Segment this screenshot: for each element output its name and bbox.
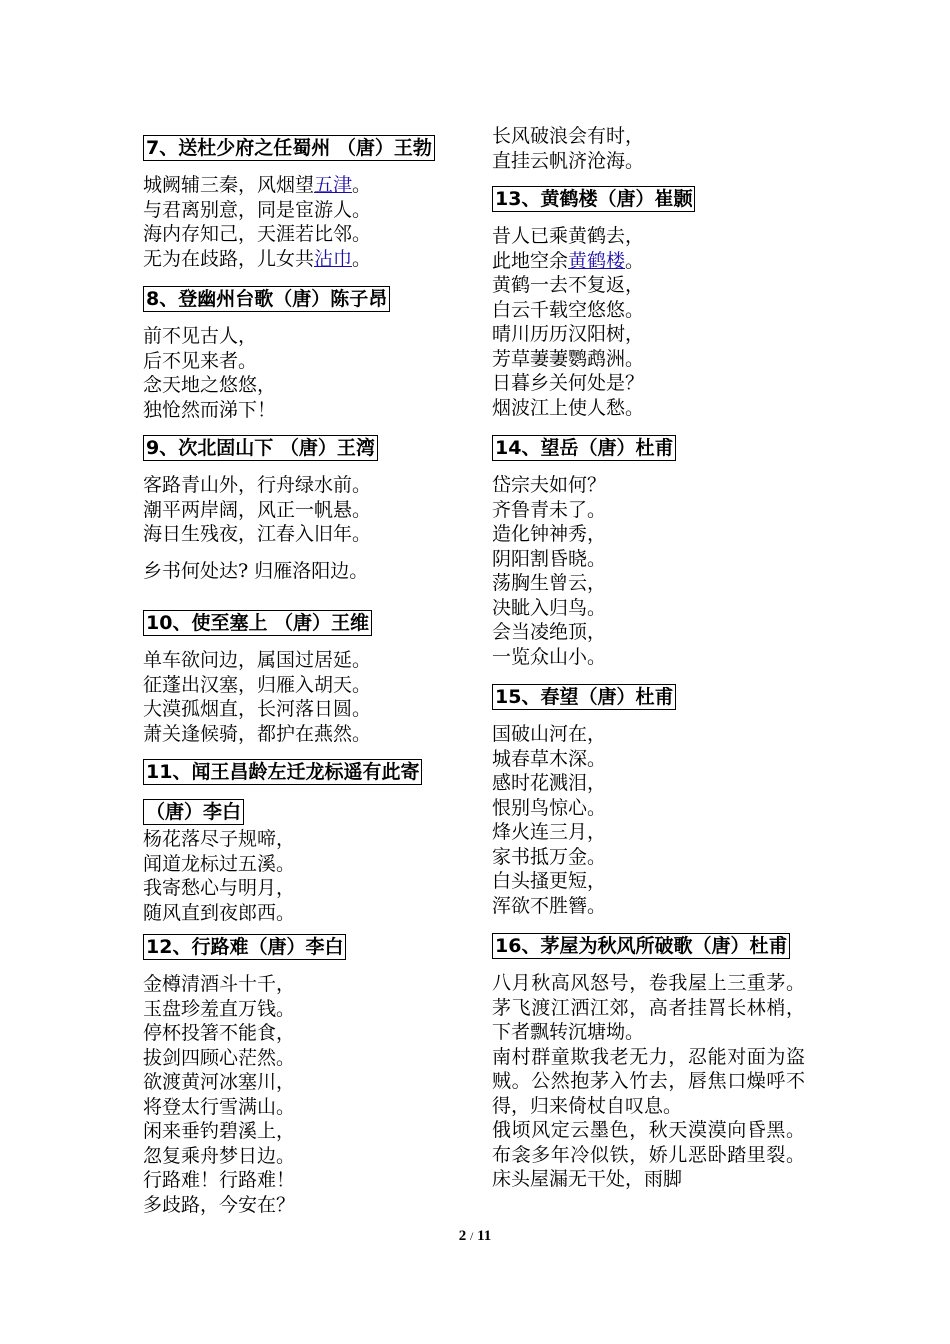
poem-line: 欲渡黄河冰塞川， [143,1071,296,1093]
link-zhanjin[interactable]: 沾巾 [314,247,353,270]
poem-line: 家书抵万金。 [492,845,607,868]
poem-section [143,435,378,583]
poem-section [143,759,422,925]
poem-line: 长风破浪会有时， [492,125,645,147]
poem-line: 后不见来者。 [143,349,258,372]
poem-line: 城阙辅三秦，风烟望五津。 [143,174,372,196]
poem-body [143,173,435,271]
poem-line: 昔人已乘黄鹤去， [492,225,645,247]
poem-line: 芳草萋萋鹦鹉洲。 [492,347,645,370]
poem-line: 海内存知己，天涯若比邻。 [143,223,372,245]
poem-line: 会当凌绝顶， [492,621,607,643]
poem-line: 金樽清酒斗十千， [143,973,296,995]
poem-line: 停杯投箸不能食， [143,1022,296,1044]
poem-body [492,224,695,420]
poem-body [143,473,378,583]
poem-line: 萧关逢候骑，都护在燕然。 [143,722,372,745]
link-huanghelou[interactable]: 黄鹤楼 [568,249,626,272]
poem-line: 拔剑四顾心茫然。 [143,1046,296,1069]
poem-line: 多歧路，今安在？ [143,1193,296,1216]
poem-title: 14、望岳（唐）杜甫 [492,435,676,461]
poem-line: 杨花落尽子规啼， [143,828,296,850]
poem-line: 荡胸生曾云， [492,572,607,594]
poem-line: 齐鲁青未了。 [492,498,607,521]
poem-title: 8、登幽州台歌（唐）陈子昂 [143,286,390,312]
poem-line: 闻道龙标过五溪。 [143,852,296,875]
poem-line: 阴阳割昏晓。 [492,547,607,570]
poem-title: 11、闻王昌龄左迁龙标遥有此寄 [143,759,422,785]
poem-line: 大漠孤烟直，长河落日圆。 [143,698,372,720]
poem-title: 15、春望（唐）杜甫 [492,684,676,710]
poem-line: 晴川历历汉阳树， [492,323,645,345]
poem-paragraph: 南村群童欺我老无力，忍能对面为盗贼。公然抱茅入竹去，唇焦口燥呼不得，归来倚杖自叹息。 [492,1045,805,1117]
poem-line: 城春草木深。 [492,747,607,770]
poem-title: 10、使至塞上 （唐）王维 [143,610,372,636]
poem-body [143,648,372,746]
poem-line: 此地空余黄鹤楼。 [492,249,645,272]
poem-line: 单车欲问边，属国过居延。 [143,649,372,671]
poem-line: 一览众山小。 [492,645,607,668]
poem-section [492,435,676,669]
poem-body [143,827,422,925]
poem-title: 12、行路难（唐）李白 [143,934,346,960]
poem-title: 7、送杜少府之任蜀州 （唐）王勃 [143,135,435,161]
poem-line: 乡书何处达? 归雁洛阳边。 [143,559,369,582]
poem-section [143,610,372,746]
poem-line: 将登太行雪满山。 [143,1095,296,1118]
poem-section [143,135,435,271]
poem-line: 海日生残夜，江春入旧年。 [143,523,372,545]
poem-paragraph: 八月秋高风怒号，卷我屋上三重茅。茅飞渡江洒江郊，高者挂罥长林梢，下者飘转沉塘坳。 [492,972,805,1043]
poem-line: 国破山河在， [492,723,607,745]
poem-section [492,684,676,918]
poem-title-continued: （唐）李白 [143,799,244,825]
poem-line: 潮平两岸阔，风正一帆悬。 [143,498,372,521]
poem-body [492,722,676,918]
poem-line: 白头搔更短， [492,870,607,892]
poem-section [143,286,390,422]
poem-line: 恨别鸟惊心。 [492,796,607,819]
poem-line: 无为在歧路，儿女共沾巾。 [143,247,372,270]
poem-line: 浑欲不胜簪。 [492,894,607,917]
poem-line: 决眦入归鸟。 [492,596,607,619]
poem-line: 烽火连三月， [492,821,607,843]
poem-section [492,186,695,420]
poem-line: 白云千载空悠悠。 [492,298,645,321]
poem-body [143,972,346,1217]
poem-line: 我寄愁心与明月， [143,877,296,899]
poem-line: 玉盘珍羞直万钱。 [143,997,296,1020]
poem-body [492,473,676,669]
link-wujin[interactable]: 五津 [314,174,353,196]
poem-line: 行路难！行路难！ [143,1169,296,1191]
poem-continuation [492,124,644,173]
poem-line: 前不见古人， [143,325,258,347]
poem-line: 忽复乘舟梦日边。 [143,1144,296,1167]
poem-line: 独怆然而涕下！ [143,398,277,421]
poem-line: 黄鹤一去不复返， [492,274,645,296]
poem-line: 岱宗夫如何？ [492,474,607,496]
page-number: 2 / 11 [458,1228,492,1244]
poem-title: 16、茅屋为秋风所破歌（唐）杜甫 [492,933,790,959]
poem-line: 闲来垂钓碧溪上， [143,1120,296,1142]
poem-section [143,934,346,1217]
poem-line: 念天地之悠悠， [143,374,277,396]
poem-section [492,933,805,1192]
poem-body [492,971,805,1192]
poem-line: 日暮乡关何处是？ [492,372,645,394]
poem-title: 9、次北固山下 （唐）王湾 [143,435,378,461]
poem-line: 随风直到夜郎西。 [143,901,296,924]
poem-paragraph: 俄顷风定云墨色，秋天漠漠向昏黑。布衾多年冷似铁，娇儿恶卧踏里裂。床头屋漏无干处，雨脚 [492,1119,805,1190]
poem-line: 征蓬出汉塞，归雁入胡天。 [143,673,372,696]
poem-title: 13、黄鹤楼（唐）崔颢 [492,186,695,212]
poem-line: 与君离别意，同是宦游人。 [143,198,372,221]
poem-line: 造化钟神秀， [492,523,607,545]
poem-line: 客路青山外，行舟绿水前。 [143,474,372,496]
poem-line: 烟波江上使人愁。 [492,396,645,419]
poem-body [143,324,390,422]
poem-line: 直挂云帆济沧海。 [492,149,645,172]
poem-line: 感时花溅泪， [492,772,607,794]
